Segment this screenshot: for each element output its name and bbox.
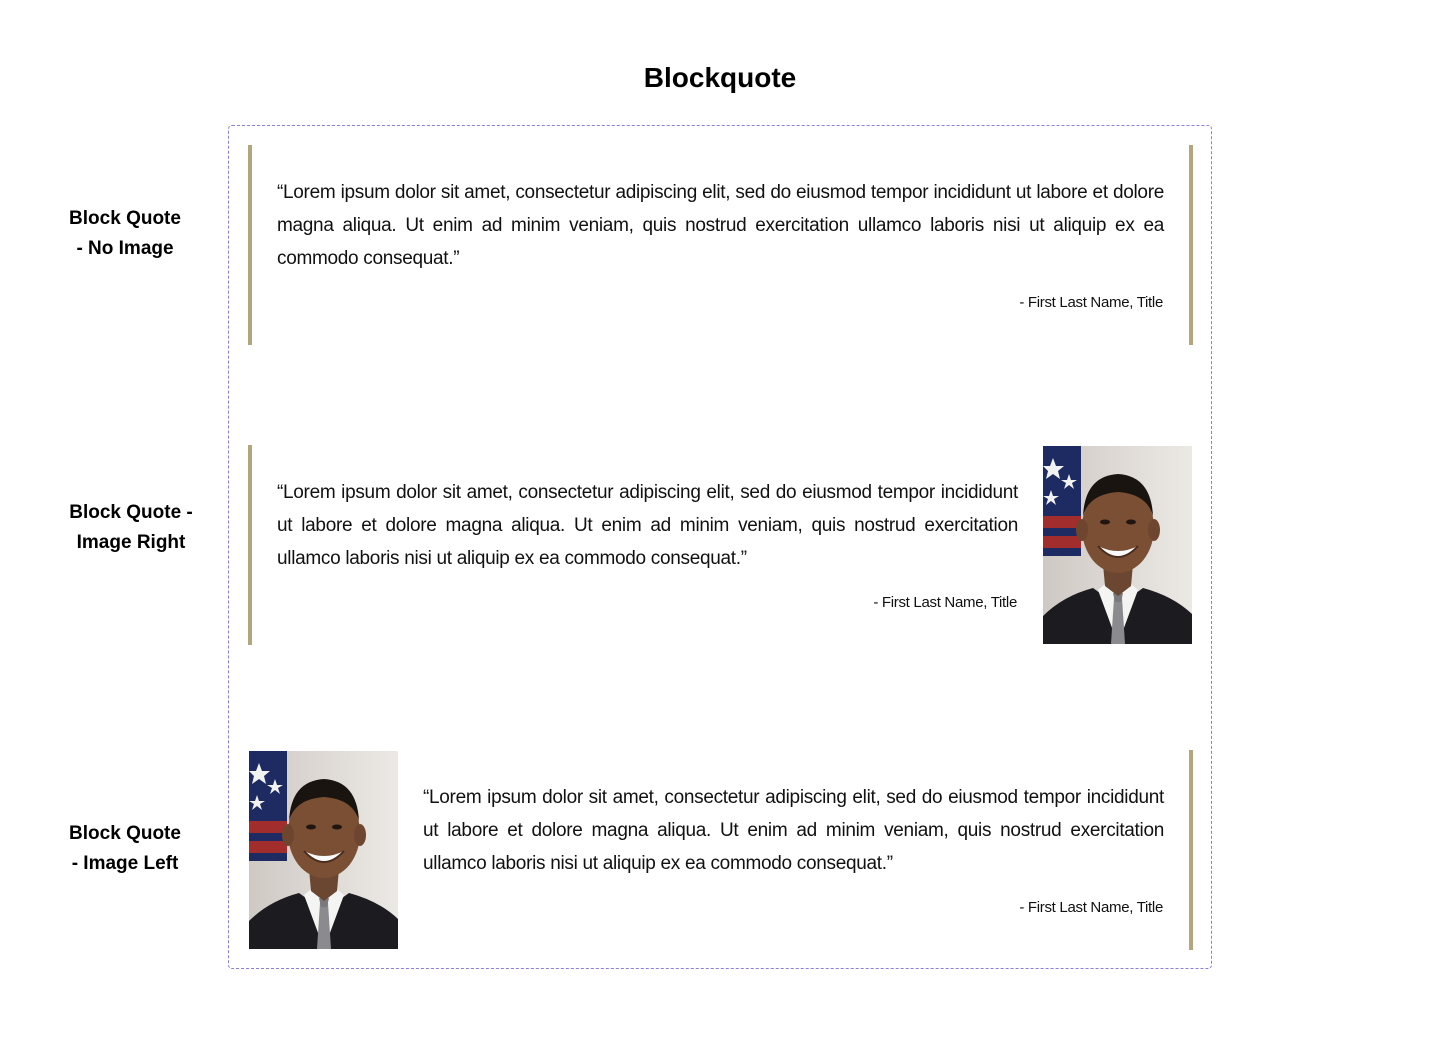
row-label-line-2: - No Image: [76, 238, 174, 259]
page-title: Blockquote: [643, 62, 797, 93]
row-label-line-2: - Image Left: [71, 853, 179, 874]
quote-right-bar: [1189, 750, 1193, 950]
row-label-image-left: [50, 819, 200, 879]
quote-text: “Lorem ipsum dolor sit amet, consectetur adipiscing elit, sed do eiusmod tempor incididunt ut labore et dolore magna aliqua. Ut enim ad minim veniam, quis nostrud exercitation ullamco laboris nisi ut aliquip ex ea commodo consequat.”: [277, 482, 1018, 569]
portrait-photo: [249, 751, 398, 949]
quote-text: “Lorem ipsum dolor sit amet, consectetur adipiscing elit, sed do eiusmod tempor incididunt ut labore et dolore magna aliqua. Ut enim ad minim veniam, quis nostrud exercitation ullamco laboris nisi ut aliquip ex ea commodo consequat.”: [423, 787, 1164, 874]
quote-attribution: - First Last Name, Title: [1019, 899, 1163, 916]
row-label-image-right: [56, 498, 206, 558]
row-label-line-1: Block Quote: [69, 823, 181, 844]
quote-attribution: - First Last Name, Title: [873, 594, 1017, 611]
portrait-photo: [1043, 446, 1192, 644]
quote-left-bar: [248, 445, 252, 645]
row-label-line-1: Block Quote: [69, 208, 181, 229]
quote-right-bar: [1189, 145, 1193, 345]
quote-left-bar: [248, 145, 252, 345]
quote-text: “Lorem ipsum dolor sit amet, consectetur adipiscing elit, sed do eiusmod tempor incididunt ut labore et dolore magna aliqua. Ut enim ad minim veniam, quis nostrud exercitation ullamco laboris nisi ut aliquip ex ea commodo consequat.”: [277, 182, 1164, 269]
row-label-line-1: Block Quote -: [69, 502, 193, 523]
row-label-no-image: [50, 204, 200, 264]
quote-attribution: - First Last Name, Title: [1019, 294, 1163, 311]
row-label-line-2: Image Right: [76, 532, 186, 553]
